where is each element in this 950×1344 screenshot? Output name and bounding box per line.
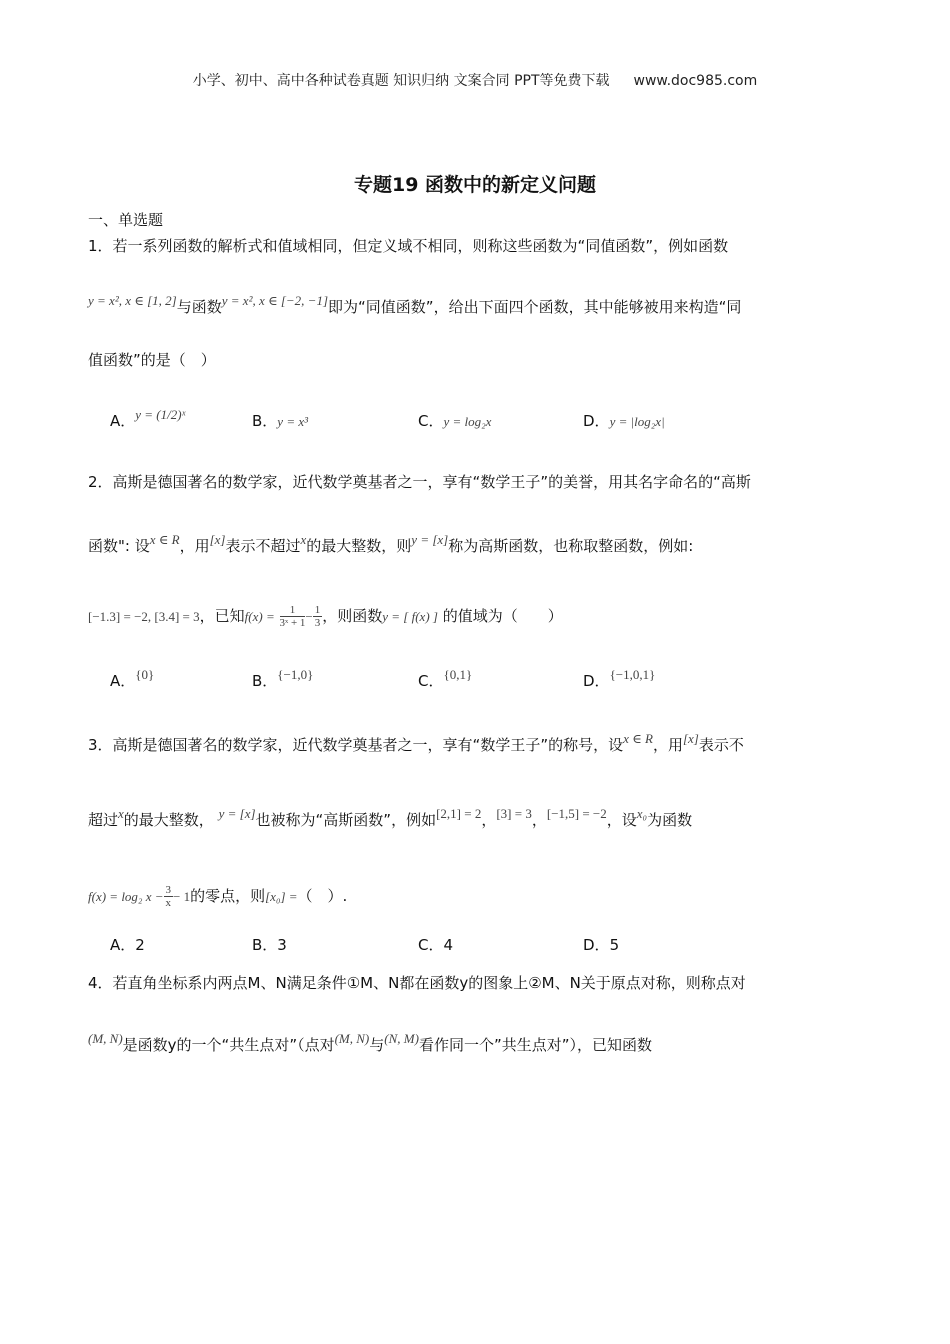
q3-text-5: 的最大整数， (123, 811, 214, 829)
fraction-denominator: 3 (314, 617, 321, 629)
option-label: D． (583, 936, 610, 954)
option-math: 3 (277, 936, 287, 954)
q1-math-2: y = x², x ∈ [−2, −1] (221, 293, 329, 308)
q2-text-3: 表示不超过 (225, 537, 301, 555)
option-label: A． (110, 936, 136, 954)
q4-math-1: (M, N) (88, 1031, 123, 1046)
section-heading: 一、单选题 (88, 211, 164, 229)
fraction-numerator: 1 (314, 604, 321, 616)
q3-math-4: y = [x] (218, 806, 256, 821)
q3-text-3: 表示不 (698, 736, 744, 754)
q2-math-4: y = [x] (411, 532, 449, 547)
option-math: {0,1} (443, 667, 473, 682)
q3-text-2: ，用 (652, 736, 683, 754)
q3-line-3 (88, 884, 863, 909)
q2-text-6: ，已知 (199, 607, 245, 625)
q2-text-2: ，用 (179, 537, 210, 555)
option-label: D． (583, 412, 610, 430)
q2-line-2 (88, 532, 863, 556)
option-math: y = |log₂x| (609, 414, 665, 429)
page-title: 专题19 函数中的新定义问题 (353, 174, 597, 196)
option-math: y = log₂x (443, 414, 492, 429)
q3-text-10: （ ）. (297, 887, 348, 905)
q3-math-9: f(x) = log₂ x − (88, 889, 164, 904)
q3-option-c[interactable] (418, 934, 453, 955)
q3-option-b[interactable] (252, 934, 287, 955)
q4-text-1: 是函数y的一个“共生点对”（点对 (122, 1036, 335, 1054)
q2-f-of-x: f(x) = (244, 609, 275, 624)
q3-math-7: [−1,5] = −2 (546, 806, 607, 821)
q3-option-d[interactable] (583, 934, 619, 955)
q2-math-3: x (300, 532, 307, 547)
q2-text-4: 的最大整数，则 (306, 537, 412, 555)
q3-math-5: [2,1] = 2 (436, 806, 482, 821)
option-math: {−1,0,1} (609, 667, 656, 682)
q3-text-4: 超过 (88, 811, 119, 829)
option-math: {0} (135, 667, 155, 682)
q3-line-1 (88, 731, 863, 755)
q2-text-8: 的值域为（ ） (442, 607, 563, 625)
q3-text-6: 也被称为“高斯函数”，例如 (255, 811, 437, 829)
q2-math-5: [−1.3] = −2, [3.4] = 3 (88, 609, 200, 624)
q2-math-2: [x] (209, 532, 226, 547)
q3-fraction (164, 884, 174, 909)
option-math: 5 (609, 936, 620, 954)
q1-option-a[interactable] (110, 407, 186, 431)
fraction-denominator: 3ˣ + 1 (279, 617, 306, 629)
q2-fraction-1 (280, 604, 306, 629)
q2-text-5: 称为高斯函数，也称取整函数，例如: (448, 537, 694, 555)
q3-option-a[interactable] (110, 934, 145, 955)
option-math: 2 (135, 936, 145, 954)
q4-text-3: 看作同一个”共生点对”），已知函数 (418, 1036, 652, 1054)
q2-option-b[interactable] (252, 667, 314, 691)
option-math: {−1,0} (277, 667, 314, 682)
q1-text-1: 与函数 (176, 298, 222, 316)
q3-comma-1: ， (481, 811, 497, 829)
q4-math-2: (M, N) (334, 1031, 370, 1046)
q3-math-10: − 1 (173, 889, 191, 904)
q2-line-1: 2．高斯是德国著名的数学家，近代数学奠基者之一，享有“数学王子”的美誉，用其名字命名的“高斯 (88, 473, 751, 491)
option-label: A． (110, 412, 136, 430)
q2-option-c[interactable] (418, 667, 473, 691)
q3-text-8: 为函数 (647, 811, 693, 829)
option-label: C． (418, 412, 444, 430)
q3-line-2 (88, 806, 863, 830)
option-label: B． (252, 936, 278, 954)
page-header (0, 70, 950, 90)
q1-text-2: 即为“同值函数”，给出下面四个函数，其中能够被用来构造“同 (328, 298, 742, 316)
q1-line-3: 值函数”的是（ ） (88, 351, 216, 369)
fraction-numerator: 1 (280, 604, 306, 617)
q4-text-2: 与 (369, 1036, 385, 1054)
q3-math-2: [x] (682, 731, 699, 746)
q3-math-6: [3] = 3 (496, 806, 532, 821)
q4-line-1: 4．若直角坐标系内两点M、N满足条件①M、N都在函数y的图象上②M、N关于原点对称，则称点对 (88, 974, 746, 992)
q1-line-1: 1．若一系列函数的解析式和值域相同，但定义域不相同，则称这些函数为“同值函数”，例如函数 (88, 237, 729, 255)
option-math: y = x³ (277, 414, 309, 429)
q2-option-d[interactable] (583, 667, 656, 691)
q1-line-2 (88, 293, 863, 317)
option-label: C． (418, 672, 444, 690)
q3-math-8: x₀ (636, 806, 648, 821)
option-label: A． (110, 672, 136, 690)
option-label: C． (418, 936, 444, 954)
header-url[interactable]: www.doc985.com (633, 73, 758, 89)
header-text: 小学、初中、高中各种试卷真题 知识归纳 文案合同 PPT等免费下载 (192, 73, 610, 89)
fraction-numerator: 3 (165, 884, 171, 896)
q3-text-1: 3．高斯是德国著名的数学家，近代数学奠基者之一，享有“数学王子”的称号，设 (88, 736, 624, 754)
q4-line-2 (88, 1031, 863, 1055)
q3-math-11: [x₀] = (265, 889, 298, 904)
q2-text-7: ，则函数 (322, 607, 383, 625)
q2-minus: − (305, 609, 313, 624)
q1-option-c[interactable] (418, 410, 491, 431)
option-math: y = (1/2)ˣ (135, 407, 186, 422)
q3-comma-2: ， (531, 811, 547, 829)
option-label: B． (252, 412, 278, 430)
q1-option-b[interactable] (252, 410, 308, 431)
option-math: 4 (443, 936, 454, 954)
q4-math-3: (N, M) (384, 1031, 419, 1046)
q3-math-3: x (118, 806, 124, 821)
q2-text-1: 函数": 设 (88, 537, 150, 555)
option-label: D． (583, 672, 610, 690)
q2-fraction-2 (313, 604, 323, 629)
q2-math-1: x ∈ R (149, 532, 180, 547)
q3-text-9: 的零点，则 (190, 887, 266, 905)
q3-text-7: ，设 (606, 811, 637, 829)
q1-math-1: y = x², x ∈ [1, 2] (88, 293, 177, 308)
fraction-denominator: x (165, 897, 171, 909)
q2-line-3 (88, 604, 863, 629)
q3-math-1: x ∈ R (623, 731, 653, 746)
q2-math-6: y = [ f(x) ] (382, 609, 438, 624)
q1-option-d[interactable] (583, 410, 665, 431)
q2-option-a[interactable] (110, 667, 155, 691)
option-label: B． (252, 672, 278, 690)
